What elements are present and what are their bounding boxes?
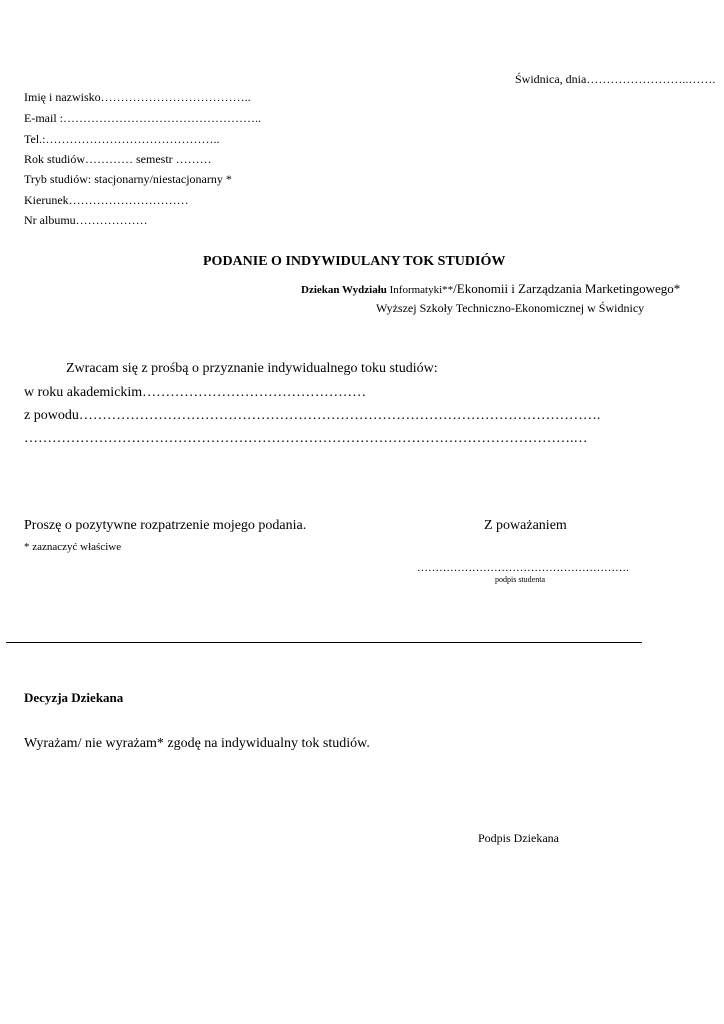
reason-line: z powodu…………………………………………………………………………………………………. xyxy=(24,408,601,423)
addressee-school: Wyższej Szkoły Techniczno-Ekonomicznej w Świdnicy xyxy=(376,301,645,315)
academic-year-line: w roku akademickim………………………………………… xyxy=(24,385,367,400)
field-study-mode: Tryb studiów: stacjonarny/niestacjonarny * xyxy=(24,172,232,186)
dean-signature-label: Podpis Dziekana xyxy=(478,831,559,845)
field-name: Imię i nazwisko……………………………….. xyxy=(24,90,251,104)
field-major: Kierunek………………………… xyxy=(24,193,189,207)
place-date: Świdnica, dnia……………………..……. xyxy=(515,72,716,86)
field-email: E-mail :………………………………………….. xyxy=(24,111,261,125)
field-phone: Tel.:…………………………………….. xyxy=(24,132,220,146)
dean-label: Dziekan Wydziału xyxy=(301,284,387,296)
field-album-number: Nr albumu……………… xyxy=(24,213,148,227)
field-year-semester: Rok studiów………… semestr ……… xyxy=(24,152,212,166)
student-signature-line: …………………………………………………. xyxy=(417,562,629,574)
footnote: * zaznaczyć właściwe xyxy=(24,541,122,553)
section-divider xyxy=(6,642,642,643)
dept-informatics: Informatyki** xyxy=(386,284,454,296)
closing-request: Proszę o pozytywne rozpatrzenie mojego podania. xyxy=(24,518,307,533)
reason-continuation-line: ……………………………………………………………………………………………………….… xyxy=(24,431,588,446)
dept-economics: /Ekonomii i Zarządzania Marketingowego* xyxy=(453,281,681,296)
document-title: PODANIE O INDYWIDULANY TOK STUDIÓW xyxy=(203,254,506,269)
addressee-dean xyxy=(301,280,680,298)
decision-heading: Decyzja Dziekana xyxy=(24,690,124,705)
student-signature-caption: podpis studenta xyxy=(495,575,545,584)
regards-text: Z poważaniem xyxy=(484,518,567,533)
decision-text: Wyrażam/ nie wyrażam* zgodę na indywidualny tok studiów. xyxy=(24,736,370,751)
request-text: Zwracam się z prośbą o przyznanie indywidualnego toku studiów: xyxy=(66,361,438,376)
